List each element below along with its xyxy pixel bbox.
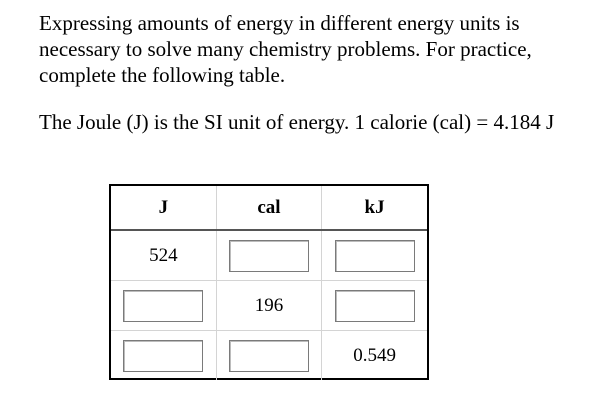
answer-input-row1-kj[interactable] [335, 240, 415, 272]
given-value-kj: 0.549 [353, 344, 396, 366]
column-header-kj: kJ [322, 186, 427, 230]
answer-cell [322, 230, 427, 281]
answer-input-row3-j[interactable] [123, 340, 203, 372]
answer-input-row2-j[interactable] [123, 290, 203, 322]
column-header-j: J [111, 186, 216, 230]
answer-input-row2-kj[interactable] [335, 290, 415, 322]
energy-conversion-table [109, 184, 429, 380]
intro-text: Expressing amounts of energy in different energy units is necessary to solve many chemistry problems. For practice, complete the following table. [39, 11, 532, 87]
table-row [111, 230, 427, 281]
given-value-cal: 196 [216, 281, 321, 331]
column-header-cal: cal [216, 186, 321, 230]
answer-input-row3-cal[interactable] [229, 340, 309, 372]
answer-cell [322, 281, 427, 331]
answer-cell [111, 331, 216, 381]
si-unit-note: The Joule (J) is the SI unit of energy. 1 calorie (cal) = 4.184 J [39, 110, 555, 134]
answer-input-row1-cal[interactable] [229, 240, 309, 272]
answer-cell [111, 281, 216, 331]
given-value-j: 524 [111, 230, 216, 281]
answer-cell [216, 230, 321, 281]
table-row [111, 331, 427, 381]
answer-cell [216, 331, 321, 381]
table-row [111, 281, 427, 331]
